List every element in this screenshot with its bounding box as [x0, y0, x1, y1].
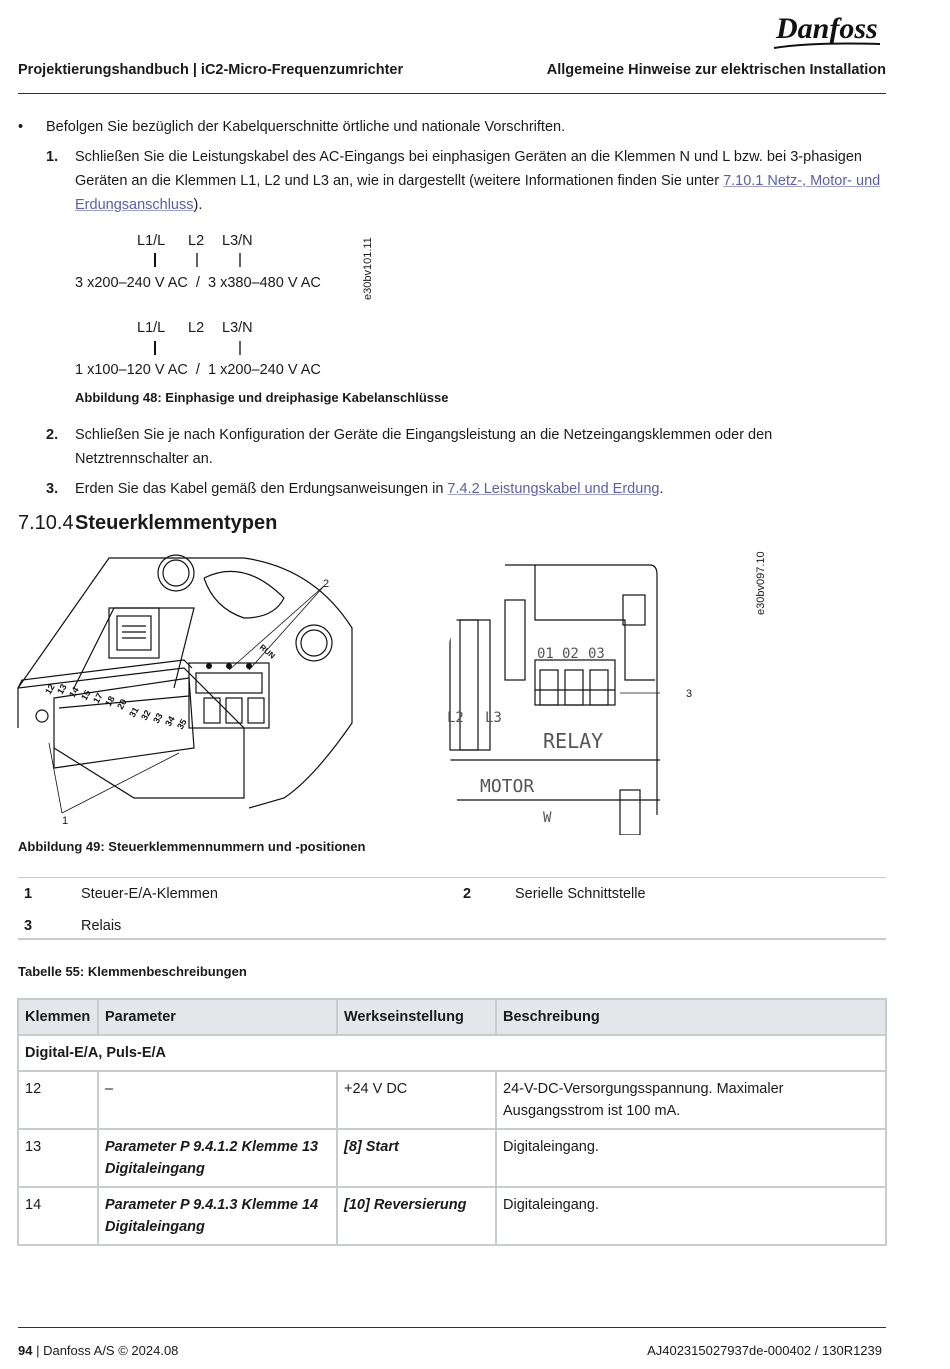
fig49-w-label: W	[543, 810, 552, 826]
fig49-terminal-34: 34	[163, 714, 177, 728]
fig49-run-label: RUN	[257, 642, 277, 661]
fig49-callout-3: 3	[686, 688, 693, 700]
fig48-3ph-voltage: 3 x200–240 V AC / 3 x380–480 V AC	[75, 275, 321, 291]
fig48-1ph-label-l2: L2	[188, 320, 205, 336]
fig49-terminal-15: 15	[79, 688, 93, 702]
step-2-text: Schließen Sie je nach Konfiguration der Geräte die Eingangsleistung an die Netzeingangsklemmen oder den Netztrennschalter an.	[75, 427, 773, 467]
col-header-klemmen: Klemmen	[18, 999, 98, 1035]
fig48-caption: Abbildung 48: Einphasige und dreiphasige Kabelanschlüsse	[75, 390, 449, 405]
col-header-werkseinstellung: Werkseinstellung	[337, 999, 496, 1035]
cell-parameter: Parameter P 9.4.1.3 Klemme 14 Digitaleingang	[98, 1187, 337, 1245]
fig49-terminal-14: 14	[67, 685, 81, 699]
fig48-3ph-wires	[140, 251, 250, 269]
table-row	[18, 1187, 886, 1245]
fig49-terminal-12: 12	[43, 682, 57, 696]
fig48-3ph-label-l1: L1/L	[137, 233, 166, 249]
col-header-parameter: Parameter	[98, 999, 337, 1035]
legend-row	[18, 878, 886, 910]
fig48-3ph-label-l3: L3/N	[222, 233, 253, 249]
legend-label: Serielle Schnittstelle	[515, 886, 646, 902]
bullet-marker: •	[18, 119, 24, 135]
header-chapter-title: Allgemeine Hinweise zur elektrischen Installation	[546, 62, 886, 78]
fig48-1ph-voltage: 1 x100–120 V AC / 1 x200–240 V AC	[75, 362, 321, 378]
page-number: 94	[18, 1343, 33, 1358]
table-row	[18, 1129, 886, 1187]
legend-table	[18, 878, 886, 942]
footer-divider	[18, 1327, 886, 1328]
header-divider	[18, 93, 886, 94]
footer-doc-id: AJ402315027937de-000402 / 130R1239	[647, 1343, 882, 1358]
table-caption: Tabelle 55: Klemmenbeschreibungen	[18, 964, 247, 979]
fig49-l2-label: L2	[447, 710, 464, 726]
step-1-text-a: Schließen Sie die Leistungskabel des AC-Eingangs bei einphasigen Geräten an die Klemmen N und L bzw. bei 3-phasigen Geräten an die Klemmen L1, L2 und L3 an, wie in dargestellt (weitere Informationen finden Sie unter	[75, 149, 862, 189]
fig49-callout-1: 1	[62, 815, 69, 827]
cell-klemme: 14	[18, 1187, 98, 1245]
fig49-relay-03: 03	[588, 646, 605, 662]
fig49-terminal-20: 20	[115, 697, 129, 711]
cell-werk: [8] Start	[337, 1129, 496, 1187]
fig49-terminal-31: 31	[127, 705, 141, 719]
fig49-terminal-13: 13	[55, 682, 69, 696]
fig49-terminal-17: 17	[91, 691, 105, 705]
cell-klemme: 12	[18, 1071, 98, 1129]
section-title: Steuerklemmentypen	[75, 512, 278, 534]
legend-bottom-rule	[18, 938, 886, 940]
fig48-3ph-label-l2: L2	[188, 233, 205, 249]
col-header-beschreibung: Beschreibung	[496, 999, 886, 1035]
cell-klemme: 13	[18, 1129, 98, 1187]
fig49-terminal-33: 33	[151, 711, 165, 725]
fig49-terminal-35: 35	[175, 717, 189, 731]
step-1-number: 1.	[46, 149, 59, 165]
intro-bullet: Befolgen Sie bezüglich der Kabelquerschnitte örtliche und nationale Vorschriften.	[46, 119, 566, 135]
table-row	[18, 1071, 886, 1129]
footer-left	[18, 1343, 178, 1358]
legend-num: 3	[24, 918, 33, 934]
step-3-link[interactable]: 7.4.2 Leistungskabel und Erdung	[447, 481, 660, 497]
step-3-text-b: .	[659, 481, 664, 497]
fig49-relay-02: 02	[562, 646, 579, 662]
terminal-table	[17, 998, 887, 1246]
cell-werk: +24 V DC	[337, 1071, 496, 1129]
step-3-text	[75, 477, 885, 501]
step-2-number: 2.	[46, 427, 59, 443]
legend-num: 1	[24, 886, 33, 902]
danfoss-logo	[772, 8, 884, 57]
fig48-1ph-label-l1: L1/L	[137, 320, 166, 336]
fig49-code: e30bv097.10	[755, 551, 767, 615]
fig49-motor-label: MOTOR	[480, 776, 535, 797]
fig49-terminal-18: 18	[103, 694, 117, 708]
table-group-row	[18, 1035, 886, 1071]
fig49-relay-label: RELAY	[543, 729, 604, 753]
cell-beschreibung: Digitaleingang.	[496, 1129, 886, 1187]
fig49-l3-label: L3	[485, 710, 502, 726]
table-header-row	[18, 999, 886, 1035]
step-1-text-b: ).	[193, 197, 203, 213]
fig48-1ph-label-l3: L3/N	[222, 320, 253, 336]
fig49-relay-01: 01	[537, 646, 554, 662]
fig49-callout-2: 2	[323, 578, 330, 590]
header-doc-title: Projektierungshandbuch | iC2-Micro-Frequenzumrichter	[18, 62, 404, 78]
fig49-relay-drawing	[445, 560, 660, 835]
footer-copyright: | Danfoss A/S © 2024.08	[32, 1343, 179, 1358]
fig49-caption: Abbildung 49: Steuerklemmennummern und -positionen	[18, 839, 366, 854]
legend-label: Relais	[81, 918, 122, 934]
step-1-text	[75, 145, 885, 217]
legend-label: Steuer-E/A-Klemmen	[81, 886, 218, 902]
cell-beschreibung: 24-V-DC-Versorgungsspannung. Maximaler Ausgangsstrom ist 100 mA.	[496, 1071, 886, 1129]
cell-werk: [10] Reversierung	[337, 1187, 496, 1245]
legend-num: 2	[463, 886, 472, 902]
cell-beschreibung: Digitaleingang.	[496, 1187, 886, 1245]
fig48-code: e30bv101.11	[362, 237, 374, 300]
cell-parameter: –	[98, 1071, 337, 1129]
fig48-1ph-wires	[140, 339, 250, 357]
logo-text: Danfoss	[776, 12, 878, 45]
step-3-text-a: Erden Sie das Kabel gemäß den Erdungsanweisungen in	[75, 481, 448, 497]
fig49-terminal-32: 32	[139, 708, 153, 722]
fig49-control-terminals-drawing	[14, 548, 359, 833]
step-3-number: 3.	[46, 481, 59, 497]
step-1-link[interactable]: 7.10.1 Netz-, Motor- und Erdungsanschluss	[75, 173, 881, 213]
cell-parameter: Parameter P 9.4.1.2 Klemme 13 Digitaleingang	[98, 1129, 337, 1187]
group-label: Digital-E/A, Puls-E/A	[18, 1035, 886, 1071]
section-number: 7.10.4	[18, 512, 74, 534]
